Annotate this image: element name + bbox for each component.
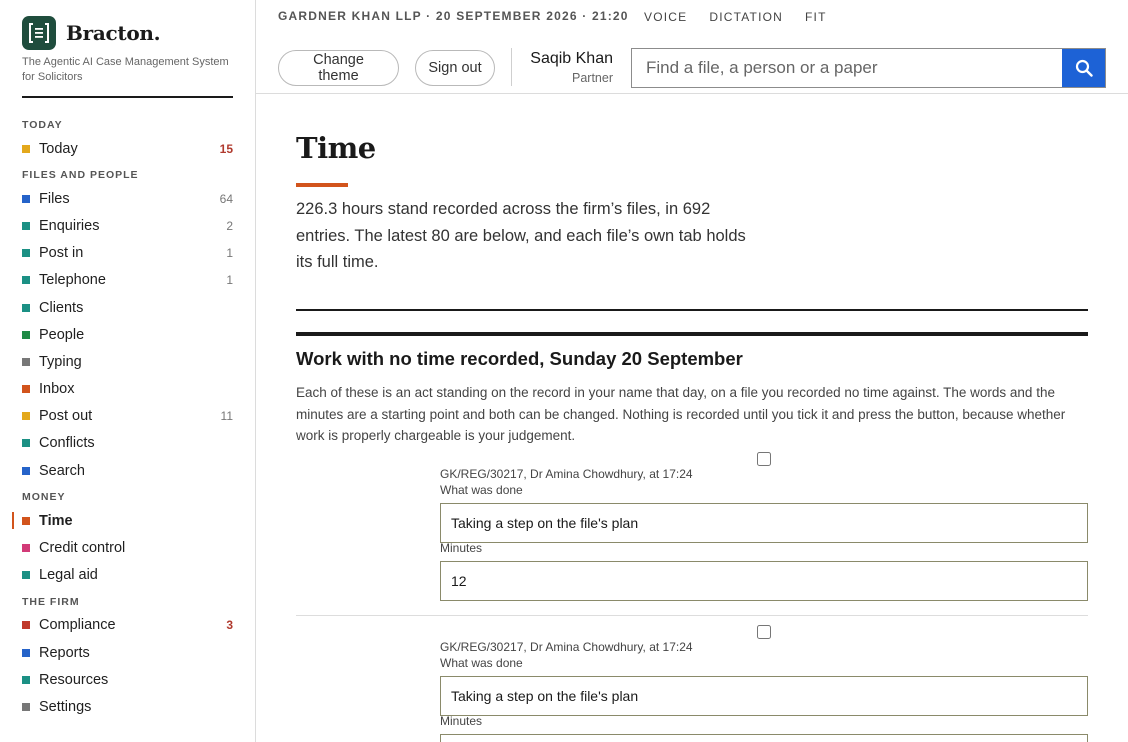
nav-color-marker [22, 249, 30, 257]
nav-section-heading: MONEY [22, 491, 66, 504]
sidebar-item-label: Typing [39, 353, 82, 370]
nav-color-marker [22, 145, 30, 153]
sidebar-item-count: 64 [219, 191, 233, 206]
nav-color-marker [22, 331, 30, 339]
sidebar-item-post-out[interactable] [0, 403, 256, 430]
firm-date-line: GARDNER KHAN LLP · 20 SEPTEMBER 2026 · 21:20 [278, 9, 629, 23]
sidebar-item-label: Compliance [39, 617, 116, 634]
what-was-done-label: What was done [440, 656, 523, 670]
nav-color-marker [22, 412, 30, 420]
sidebar-item-count: 11 [220, 409, 233, 424]
sign-out-button[interactable]: Sign out [415, 50, 495, 86]
section-title: Work with no time recorded, Sunday 20 September [296, 348, 743, 369]
topbar-divider [511, 48, 512, 86]
sidebar-item-label: Files [39, 190, 70, 207]
what-was-done-field[interactable] [440, 503, 1088, 543]
section-rule-heavy [296, 332, 1088, 336]
nav-color-marker [22, 571, 30, 579]
brand-name: Bracton. [66, 21, 161, 45]
minutes-label: Minutes [440, 714, 483, 728]
brand-tagline: The Agentic AI Case Management System for Solicitors [22, 56, 229, 83]
section-rule [296, 309, 1088, 311]
user-name: Saqib Khan [530, 50, 613, 67]
nav-color-marker [22, 439, 30, 447]
nav-color-marker [22, 676, 30, 684]
nav-color-marker [22, 358, 30, 366]
main-content [256, 95, 1128, 742]
sidebar-item-conflicts[interactable] [0, 430, 256, 457]
sidebar [0, 0, 256, 742]
nav-color-marker [22, 621, 30, 629]
sidebar-item-count: 15 [219, 141, 233, 156]
sidebar-item-label: Reports [39, 644, 90, 661]
top-bar [256, 0, 1128, 94]
sidebar-item-label: Legal aid [39, 567, 98, 584]
page-title: Time [296, 131, 376, 165]
sidebar-item-inbox[interactable] [0, 376, 256, 403]
nav-color-marker [22, 222, 30, 230]
entry-select-checkbox[interactable] [757, 625, 771, 639]
sidebar-item-label: Time [39, 512, 73, 529]
sidebar-item-count: 1 [226, 246, 233, 261]
entry-meta: GK/REG/30217, Dr Amina Chowdhury, at 17:24 [440, 640, 693, 654]
minutes-field[interactable] [440, 561, 1088, 601]
sidebar-item-label: Post in [39, 245, 84, 262]
sidebar-item-label: Inbox [39, 381, 75, 398]
nav-color-marker [22, 276, 30, 284]
nav-section-heading: THE FIRM [22, 595, 80, 608]
mode-voice-link[interactable]: VOICE [644, 10, 688, 24]
sidebar-item-label: Post out [39, 408, 93, 425]
section-description: Each of these is an act standing on the record in your name that day, on a file you recorded no time against. The words and the minutes are a starting point and both can be changed. Nothing is recorded until you tick it and press the button, because whether work is properly chargeable is your judgement. [296, 385, 1066, 443]
time-summary: 226.3 hours stand recorded across the firm’s files, in 692 entries. The latest 80 are below, and each file’s own tab holds its full time. [296, 200, 746, 271]
sidebar-item-label: Settings [39, 698, 92, 715]
sidebar-item-label: Clients [39, 299, 84, 316]
nav-color-marker [22, 544, 30, 552]
sidebar-item-typing[interactable] [0, 348, 256, 375]
nav-section-heading: FILES AND PEOPLE [22, 169, 139, 182]
what-was-done-label: What was done [440, 483, 523, 497]
sidebar-item-files[interactable] [0, 185, 256, 212]
nav-color-marker [22, 649, 30, 657]
sidebar-item-search[interactable] [0, 457, 256, 484]
sidebar-item-label: Today [39, 140, 78, 157]
sidebar-nav [0, 112, 256, 721]
sidebar-item-label: Search [39, 462, 85, 479]
sidebar-item-settings[interactable] [0, 693, 256, 720]
sidebar-item-count: 1 [226, 273, 233, 288]
sidebar-item-label: Enquiries [39, 217, 100, 234]
sidebar-item-label: Credit control [39, 540, 126, 557]
sidebar-item-clients[interactable] [0, 294, 256, 321]
nav-color-marker [22, 385, 30, 393]
sidebar-item-count: 3 [226, 618, 233, 633]
title-accent-bar [296, 183, 348, 187]
sidebar-item-telephone[interactable] [0, 267, 256, 294]
sidebar-item-label: People [39, 326, 85, 343]
sidebar-item-label: Telephone [39, 272, 106, 289]
entry-divider [296, 615, 1088, 616]
what-was-done-field[interactable] [440, 676, 1088, 716]
mode-links [644, 10, 827, 24]
nav-color-marker [22, 195, 30, 203]
nav-color-marker [22, 703, 30, 711]
sidebar-item-credit-control[interactable] [0, 534, 256, 561]
nav-color-marker [22, 467, 30, 475]
nav-color-marker [22, 517, 30, 525]
change-theme-button[interactable]: Change theme [278, 50, 399, 86]
sidebar-item-count: 2 [226, 218, 233, 233]
mode-fit-link[interactable]: FIT [805, 10, 827, 24]
sidebar-item-resources[interactable] [0, 666, 256, 693]
nav-color-marker [22, 304, 30, 312]
minutes-field[interactable] [440, 734, 1088, 742]
minutes-label: Minutes [440, 541, 483, 555]
search-icon [1075, 59, 1093, 77]
search-button[interactable] [1062, 49, 1105, 87]
sidebar-divider [22, 96, 233, 98]
entry-select-checkbox[interactable] [757, 452, 771, 466]
sidebar-item-time[interactable] [0, 507, 256, 534]
search-input[interactable] [632, 49, 1062, 87]
entry-meta: GK/REG/30217, Dr Amina Chowdhury, at 17:24 [440, 467, 693, 481]
sidebar-item-label: Resources [39, 671, 109, 688]
current-user [522, 48, 613, 86]
brand[interactable] [22, 16, 160, 50]
sidebar-item-compliance[interactable] [0, 612, 256, 639]
sidebar-item-reports[interactable] [0, 639, 256, 666]
sidebar-item-today[interactable] [0, 135, 256, 162]
mode-dictation-link[interactable]: DICTATION [709, 10, 784, 24]
nav-section-heading: TODAY [22, 119, 63, 131]
sidebar-item-post-in[interactable] [0, 240, 256, 267]
sidebar-item-people[interactable] [0, 321, 256, 348]
global-search [631, 48, 1106, 88]
sidebar-item-legal-aid[interactable] [0, 562, 256, 589]
bracton-logo-icon [22, 16, 56, 50]
sidebar-item-label: Conflicts [39, 435, 95, 452]
user-role: Partner [572, 71, 613, 85]
sidebar-item-enquiries[interactable] [0, 212, 256, 239]
